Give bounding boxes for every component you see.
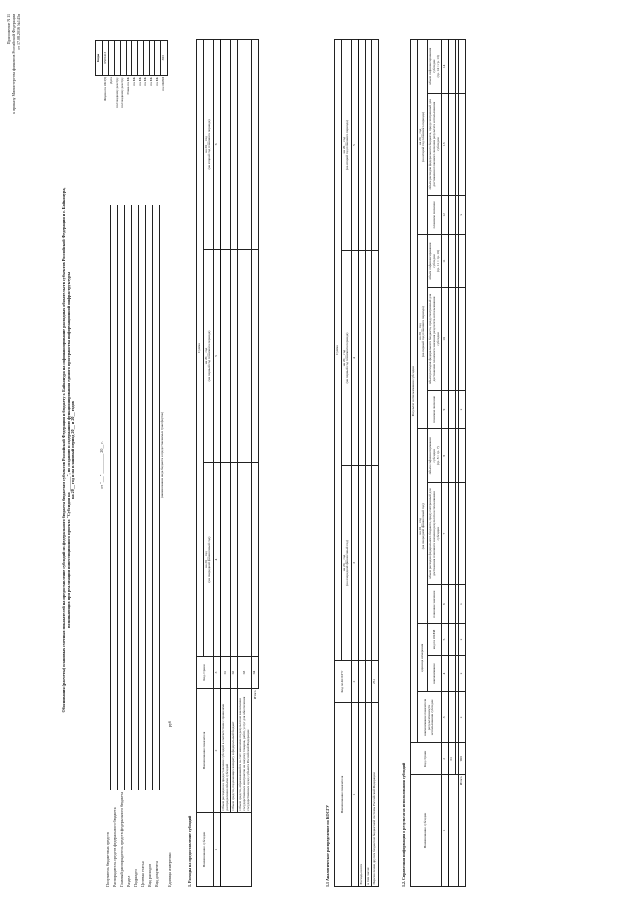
table-row: в том числе:: [365, 40, 372, 887]
section1-table: Наименование субсидии Наименование показателя Код строки Сумма на 20__ год (на очередной финансовый год) на 20__ год (на первый год планового периода) на 20__ год (на второй год планового периода) 1 2 3 4 5 6 Объем расходов на предоставление субсидий в соответствии с правилами распределения объема субсидий 01 Объем средств, подлежащих возврату в федеральный бюджет 02 Объем средств, образовавшийся за счет экономии по результатам заключения государственных контрактов на закупку товаров, работ, услуг для обеспечения государственных нужд субъекта Российской Федерации 03 Итого 04: [196, 39, 259, 887]
section1-title: 1. Расходы на предоставление субсидий: [187, 815, 192, 887]
table-row-total: Итого 04: [252, 40, 259, 887]
section12-title: 1.2. Справочная информация о результатах использования субсидий: [401, 762, 406, 887]
table-row: Перечисления другим бюджетам бюджетной системы Российской Федерации 251: [372, 40, 379, 887]
section11-table: Наименование показателя Код по КОСГУ Сумма на 20__ год (на очередной финансовый год) на 20__ год (на первый год планового периода) на 20__ год (на второй год планового периода) 1 2 3 4 5 Расходы всего в том числе: Перечисления другим бюджетам бюджетной системы Российской Федерации 251: [334, 39, 379, 887]
section11-title: 1.1 Аналитическое распределение по КОСГУ: [325, 804, 330, 887]
table-row: Объем расходов на предоставление субсидий в соответствии с правилами распределения объема субсидий 01: [220, 40, 230, 887]
codes-table: Коды Форма по ОКУД 0505413 Дата по Сводному реестру по Сводному реестру Глава по БК по БК по БК по БК по БК по БК по ОКЕИ 383: [95, 40, 168, 150]
fill-line: [138, 205, 139, 790]
document-date: от "___" __________ 20__ г.: [99, 441, 104, 489]
table-row: Объем средств, образовавшийся за счет экономии по результатам заключения государственных контрактов на закупку товаров, работ, услуг для обеспечения государственных нужд субъекта Российской Федерации 03: [238, 40, 252, 887]
table-row: Расходы всего: [358, 40, 365, 887]
fill-line: [124, 205, 125, 790]
fill-line: [131, 205, 132, 790]
codes-header: Коды: [96, 41, 103, 76]
fill-line: [117, 205, 118, 790]
fill-line: [145, 205, 146, 790]
fill-line: [152, 205, 153, 790]
table-row-total: Итого 900 x x x x x x: [458, 40, 465, 887]
section12-table: Наименование субсидии Код строки Результат использования субсидии наименование показателя результативности использования субсидии единица измерения на 20__ год (на очередной финансовый год) на 20__ год (на первый год планового периода) на 20__ год (на второй год планового периода) наименование код по ОКЕИ плановое значение объем расходов федерального бюджета, предусмотренный для достижения планового значения результата использования субсидии объем софинансирования субсидии (гр. 8 = гр. 7) плановое значение объем расходов федерального бюджета, предусмотренный для достижения планового значения результата использования субсидии объем софинансирования субсидии (гр. 11 = гр. 10) плановое значение объем расходов федерального бюджета, предусмотренный для достижения планового значения результата использования субсидии объем софинансирования субсидии (гр. 14 = гр. 13) 1 2 3 4 5 6 7 8 9 10 11 12 13 14 01 Итого 900 x x x x x x: [410, 39, 466, 887]
table-row: 01: [449, 40, 456, 887]
budget-note: (наименование вида бюджета и предоставляемых трансфертов): [160, 411, 164, 499]
unit-value: руб: [167, 721, 172, 727]
unit-label: Единица измерения:: [167, 852, 172, 887]
header-labels: Получатель бюджетных средств Распорядитель средств федерального бюджета Главный распорядитель средств федерального бюджета Раздел Подраздел Целевая статья Вид расходов Вид документа: [105, 792, 159, 887]
appendix-note: Приложение N 11 к приказу Министерства финансов Российской Федерации от 17.08.2016 №143н: [6, 14, 22, 114]
fill-line: [110, 205, 111, 790]
document-title: Обоснования (расчеты) плановых сметных показателей на предоставление субсидий из федерального бюджета бюджетам субъектов Российской Федерации и бюджету г. Байконура на софинансирование расходных обязательств субъектов Российской Федерации и г. Байконура, возникающих при реализации инвестиционного проекта "Субсидии на _______", по созданию и содержанию функционирования единого пространства информационной инфраструктуры на 20__ год и на плановый период 20__ и 20__ годов: [61, 187, 76, 713]
table-row: Объем средств, подлежащих возврату в федеральный бюджет 02: [231, 40, 238, 887]
